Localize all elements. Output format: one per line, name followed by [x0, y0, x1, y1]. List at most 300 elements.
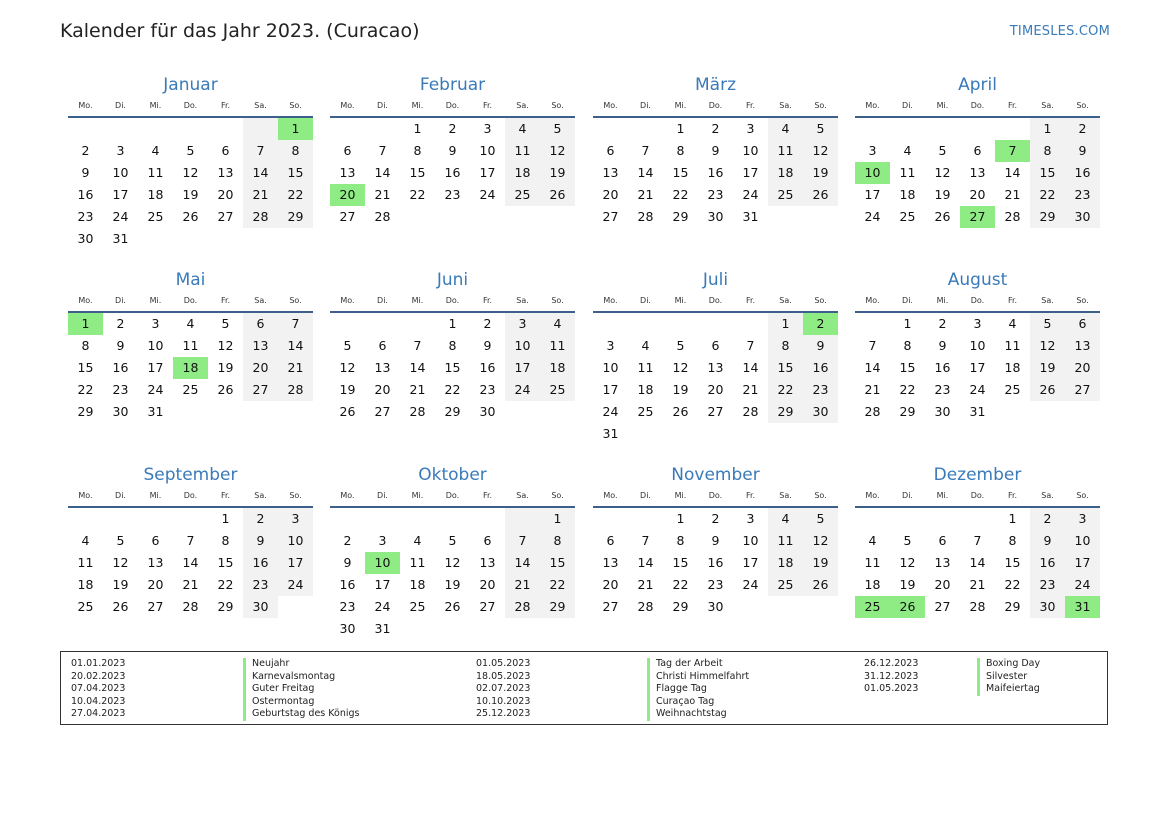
weekday-label: Fr. — [745, 491, 756, 500]
weekday-label: Mo. — [865, 491, 880, 500]
weekday-label: Mo. — [865, 296, 880, 305]
month-name: April — [958, 75, 997, 95]
weekday-label: Fr. — [220, 296, 231, 305]
weekday-label: Di. — [115, 491, 126, 500]
day-cell: 16 — [1030, 552, 1065, 574]
day-cell: 26 — [540, 184, 575, 206]
day-cell: 11 — [864, 555, 881, 570]
day-cell: 23 — [707, 577, 724, 592]
weekday-label: Di. — [640, 296, 651, 305]
day-cell: 18 — [147, 187, 164, 202]
day-cell: 18 — [1004, 360, 1021, 375]
day-cell: 10 — [112, 165, 129, 180]
day-cell: 5 — [903, 533, 912, 548]
weekday-label: So. — [551, 296, 564, 305]
day-cell: 6 — [343, 143, 352, 158]
weekday-label: Di. — [115, 296, 126, 305]
day-cell: 10 — [479, 143, 496, 158]
day-cell: 16 — [1065, 162, 1100, 184]
day-cell: 16 — [934, 360, 951, 375]
day-cell: 21 — [278, 357, 313, 379]
weekday-label: Di. — [115, 101, 126, 110]
weekday-label: Do. — [970, 296, 985, 305]
weekday-label: So. — [289, 101, 302, 110]
day-cell: 1 — [448, 316, 457, 331]
weekday-label: So. — [1076, 101, 1089, 110]
day-cell: 27 — [479, 599, 496, 614]
day-cell: 23 — [934, 382, 951, 397]
month-name: Februar — [419, 75, 486, 95]
empty-day-cell — [628, 423, 663, 445]
day-cell: 18 — [768, 552, 803, 574]
day-cell: 8 — [1030, 140, 1065, 162]
empty-day-cell — [243, 228, 278, 250]
month-name: September — [143, 465, 238, 485]
month-name: August — [947, 270, 1008, 290]
day-cell: 26 — [803, 574, 838, 596]
day-cell: 26 — [934, 209, 951, 224]
day-cell: 2 — [938, 316, 947, 331]
day-grid — [593, 508, 838, 618]
empty-day-cell — [365, 313, 400, 335]
day-cell: 11 — [409, 555, 426, 570]
weekday-label: Do. — [970, 491, 985, 500]
empty-day-cell — [663, 313, 698, 335]
day-cell: 12 — [899, 555, 916, 570]
day-cell: 15 — [899, 360, 916, 375]
month-name: Juni — [436, 270, 469, 290]
weekday-label: So. — [1076, 491, 1089, 500]
month-name: Mai — [175, 270, 206, 290]
day-cell: 17 — [742, 555, 759, 570]
day-cell: 10 — [278, 530, 313, 552]
holiday-date-column — [71, 658, 125, 721]
weekday-label: Fr. — [1007, 101, 1018, 110]
weekday-label: Fr. — [220, 101, 231, 110]
empty-day-cell — [173, 118, 208, 140]
weekday-header — [330, 99, 575, 118]
weekday-label: Mi. — [149, 491, 162, 500]
day-cell: 15 — [540, 552, 575, 574]
holiday-day-cell: 7 — [995, 140, 1030, 162]
empty-day-cell — [628, 313, 663, 335]
empty-day-cell — [593, 508, 628, 530]
month-juni — [330, 269, 575, 423]
day-cell: 3 — [278, 508, 313, 530]
empty-day-cell — [278, 596, 313, 618]
empty-day-cell — [890, 118, 925, 140]
day-cell: 14 — [1004, 165, 1021, 180]
weekday-label: Sa. — [254, 491, 267, 500]
day-cell: 3 — [151, 316, 160, 331]
day-cell: 21 — [409, 382, 426, 397]
day-cell: 14 — [864, 360, 881, 375]
weekday-header — [855, 294, 1100, 313]
empty-day-cell — [855, 118, 890, 140]
weekday-header — [855, 489, 1100, 508]
day-cell: 6 — [711, 338, 720, 353]
day-cell: 1 — [1008, 511, 1017, 526]
day-cell: 28 — [374, 209, 391, 224]
empty-day-cell — [995, 118, 1030, 140]
weekday-header — [330, 294, 575, 313]
day-cell: 27 — [339, 209, 356, 224]
day-cell: 3 — [746, 121, 755, 136]
day-cell: 31 — [374, 621, 391, 636]
empty-day-cell — [925, 118, 960, 140]
day-cell: 21 — [637, 577, 654, 592]
day-cell: 20 — [374, 382, 391, 397]
day-cell: 16 — [77, 187, 94, 202]
empty-day-cell — [698, 313, 733, 335]
weekday-label: Mi. — [936, 296, 949, 305]
day-cell: 1 — [676, 121, 685, 136]
day-cell: 27 — [934, 599, 951, 614]
day-cell: 19 — [444, 577, 461, 592]
day-cell: 15 — [768, 357, 803, 379]
day-cell: 29 — [672, 209, 689, 224]
day-cell: 30 — [707, 209, 724, 224]
holiday-day-cell: 26 — [890, 596, 925, 618]
day-cell: 16 — [112, 360, 129, 375]
day-cell: 5 — [803, 508, 838, 530]
day-cell: 19 — [899, 577, 916, 592]
day-cell: 28 — [1004, 209, 1021, 224]
day-cell: 14 — [637, 555, 654, 570]
day-cell: 25 — [637, 404, 654, 419]
day-cell: 30 — [934, 404, 951, 419]
empty-day-cell — [925, 508, 960, 530]
day-cell: 2 — [711, 121, 720, 136]
empty-day-cell — [365, 118, 400, 140]
month-oktober — [330, 464, 575, 640]
holiday-name: Flagge Tag — [647, 683, 749, 696]
day-cell: 22 — [672, 577, 689, 592]
day-cell: 5 — [448, 533, 457, 548]
day-cell: 14 — [374, 165, 391, 180]
day-grid — [330, 118, 575, 228]
holiday-name-column — [977, 658, 1040, 696]
day-cell: 8 — [413, 143, 422, 158]
day-cell: 21 — [243, 184, 278, 206]
day-cell: 19 — [540, 162, 575, 184]
day-cell: 2 — [483, 316, 492, 331]
empty-day-cell — [330, 508, 365, 530]
weekday-header — [593, 99, 838, 118]
day-cell: 29 — [444, 404, 461, 419]
day-cell: 2 — [711, 511, 720, 526]
day-cell: 26 — [1030, 379, 1065, 401]
weekday-label: Di. — [902, 296, 913, 305]
day-cell: 2 — [81, 143, 90, 158]
empty-day-cell — [243, 118, 278, 140]
day-cell: 1 — [768, 313, 803, 335]
day-cell: 8 — [540, 530, 575, 552]
weekday-label: So. — [814, 491, 827, 500]
holiday-name: Maifeiertag — [977, 683, 1040, 696]
day-cell: 14 — [969, 555, 986, 570]
month-november — [593, 464, 838, 618]
day-cell: 22 — [1030, 184, 1065, 206]
day-cell: 3 — [973, 316, 982, 331]
day-cell: 26 — [217, 382, 234, 397]
holiday-name: Boxing Day — [977, 658, 1040, 671]
day-cell: 5 — [1030, 313, 1065, 335]
weekday-label: Di. — [902, 101, 913, 110]
empty-day-cell — [470, 508, 505, 530]
day-cell: 13 — [602, 165, 619, 180]
weekday-label: Sa. — [1041, 101, 1054, 110]
month-name: Dezember — [933, 465, 1022, 485]
day-cell: 11 — [505, 140, 540, 162]
empty-day-cell — [400, 206, 435, 228]
day-cell: 23 — [479, 382, 496, 397]
day-grid — [855, 508, 1100, 618]
holiday-date: 10.10.2023 — [476, 695, 531, 707]
day-cell: 22 — [899, 382, 916, 397]
day-cell: 5 — [186, 143, 195, 158]
day-cell: 4 — [903, 143, 912, 158]
weekday-label: Sa. — [516, 296, 529, 305]
weekday-label: Mo. — [865, 101, 880, 110]
day-cell: 12 — [182, 165, 199, 180]
weekday-label: Do. — [708, 491, 723, 500]
empty-day-cell — [400, 313, 435, 335]
day-cell: 18 — [505, 162, 540, 184]
day-cell: 20 — [969, 187, 986, 202]
day-cell: 17 — [479, 165, 496, 180]
day-cell: 23 — [444, 187, 461, 202]
holiday-day-cell: 10 — [855, 162, 890, 184]
day-cell: 28 — [969, 599, 986, 614]
day-cell: 11 — [147, 165, 164, 180]
day-cell: 7 — [378, 143, 387, 158]
empty-day-cell — [278, 401, 313, 423]
day-cell: 29 — [77, 404, 94, 419]
day-cell: 16 — [243, 552, 278, 574]
day-cell: 18 — [864, 577, 881, 592]
day-cell: 24 — [505, 379, 540, 401]
month-dezember — [855, 464, 1100, 618]
empty-day-cell — [505, 508, 540, 530]
day-cell: 24 — [374, 599, 391, 614]
empty-day-cell — [173, 508, 208, 530]
empty-day-cell — [68, 118, 103, 140]
day-cell: 6 — [606, 533, 615, 548]
empty-day-cell — [890, 508, 925, 530]
day-cell: 31 — [112, 231, 129, 246]
month-name: Juli — [702, 270, 729, 290]
weekday-header — [593, 294, 838, 313]
weekday-label: Fr. — [482, 491, 493, 500]
holiday-date: 31.12.2023 — [864, 670, 919, 682]
day-cell: 26 — [182, 209, 199, 224]
day-cell: 10 — [969, 338, 986, 353]
empty-day-cell — [540, 206, 575, 228]
empty-day-cell — [628, 508, 663, 530]
empty-day-cell — [960, 118, 995, 140]
day-cell: 15 — [217, 555, 234, 570]
day-cell: 19 — [217, 360, 234, 375]
month-märz — [593, 74, 838, 228]
weekday-label: So. — [551, 491, 564, 500]
day-cell: 13 — [243, 335, 278, 357]
day-cell: 17 — [112, 187, 129, 202]
weekday-label: Mi. — [674, 101, 687, 110]
weekday-label: So. — [289, 491, 302, 500]
holiday-date-column — [864, 658, 918, 696]
day-cell: 14 — [243, 162, 278, 184]
empty-day-cell — [803, 206, 838, 228]
weekday-label: Sa. — [1041, 491, 1054, 500]
day-cell: 7 — [278, 313, 313, 335]
day-cell: 17 — [602, 382, 619, 397]
empty-day-cell — [803, 596, 838, 618]
weekday-label: Do. — [183, 296, 198, 305]
empty-day-cell — [173, 228, 208, 250]
weekday-label: So. — [1076, 296, 1089, 305]
holiday-name: Curaçao Tag — [647, 696, 749, 709]
day-cell: 2 — [243, 508, 278, 530]
day-cell: 16 — [479, 360, 496, 375]
day-cell: 25 — [505, 184, 540, 206]
day-cell: 13 — [602, 555, 619, 570]
holiday-date-column — [476, 658, 530, 721]
weekday-label: Di. — [377, 491, 388, 500]
empty-day-cell — [103, 508, 138, 530]
weekday-header — [68, 99, 313, 118]
day-cell: 9 — [1065, 140, 1100, 162]
empty-day-cell — [768, 423, 803, 445]
day-cell: 12 — [444, 555, 461, 570]
empty-day-cell — [138, 118, 173, 140]
holiday-day-cell: 27 — [960, 206, 995, 228]
day-cell: 3 — [483, 121, 492, 136]
day-cell: 10 — [147, 338, 164, 353]
day-cell: 28 — [864, 404, 881, 419]
day-cell: 12 — [803, 140, 838, 162]
day-cell: 20 — [602, 577, 619, 592]
day-cell: 2 — [448, 121, 457, 136]
day-cell: 16 — [707, 165, 724, 180]
day-cell: 24 — [112, 209, 129, 224]
empty-day-cell — [470, 618, 505, 640]
holiday-legend — [60, 651, 1108, 725]
holiday-name: Silvester — [977, 671, 1040, 684]
day-cell: 12 — [217, 338, 234, 353]
month-januar — [68, 74, 313, 250]
day-cell: 19 — [1030, 357, 1065, 379]
day-cell: 30 — [243, 596, 278, 618]
day-cell: 19 — [803, 552, 838, 574]
day-cell: 1 — [903, 316, 912, 331]
day-cell: 5 — [343, 338, 352, 353]
weekday-label: Do. — [445, 296, 460, 305]
day-cell: 22 — [217, 577, 234, 592]
day-cell: 5 — [540, 118, 575, 140]
day-cell: 15 — [1004, 555, 1021, 570]
day-cell: 4 — [186, 316, 195, 331]
weekday-label: Mo. — [340, 491, 355, 500]
holiday-day-cell: 2 — [803, 313, 838, 335]
empty-day-cell — [628, 118, 663, 140]
empty-day-cell — [208, 118, 243, 140]
day-cell: 2 — [116, 316, 125, 331]
empty-day-cell — [1030, 401, 1065, 423]
day-cell: 13 — [147, 555, 164, 570]
day-cell: 20 — [217, 187, 234, 202]
day-cell: 14 — [742, 360, 759, 375]
empty-day-cell — [330, 313, 365, 335]
day-cell: 15 — [77, 360, 94, 375]
day-cell: 17 — [374, 577, 391, 592]
day-cell: 3 — [505, 313, 540, 335]
empty-day-cell — [593, 118, 628, 140]
day-grid — [330, 313, 575, 423]
empty-day-cell — [68, 508, 103, 530]
day-cell: 6 — [1065, 313, 1100, 335]
day-cell: 21 — [742, 382, 759, 397]
day-cell: 12 — [803, 530, 838, 552]
day-cell: 13 — [374, 360, 391, 375]
day-cell: 4 — [151, 143, 160, 158]
day-cell: 9 — [116, 338, 125, 353]
day-cell: 20 — [243, 357, 278, 379]
holiday-date: 18.05.2023 — [476, 670, 531, 682]
empty-day-cell — [540, 401, 575, 423]
day-cell: 25 — [77, 599, 94, 614]
day-cell: 8 — [676, 533, 685, 548]
day-cell: 10 — [505, 335, 540, 357]
day-cell: 30 — [707, 599, 724, 614]
day-cell: 13 — [217, 165, 234, 180]
weekday-label: Fr. — [482, 101, 493, 110]
weekday-label: Fr. — [220, 491, 231, 500]
day-cell: 13 — [1065, 335, 1100, 357]
day-cell: 5 — [116, 533, 125, 548]
day-cell: 17 — [742, 165, 759, 180]
day-cell: 22 — [1004, 577, 1021, 592]
day-cell: 12 — [540, 140, 575, 162]
weekday-label: Sa. — [254, 101, 267, 110]
day-cell: 15 — [444, 360, 461, 375]
day-cell: 7 — [505, 530, 540, 552]
empty-day-cell — [505, 206, 540, 228]
weekday-label: Mi. — [674, 491, 687, 500]
weekday-label: Mi. — [936, 491, 949, 500]
day-cell: 16 — [444, 165, 461, 180]
day-cell: 6 — [938, 533, 947, 548]
holiday-day-cell: 18 — [173, 357, 208, 379]
day-cell: 28 — [243, 206, 278, 228]
day-cell: 14 — [505, 552, 540, 574]
empty-day-cell — [768, 596, 803, 618]
brand-link[interactable]: TIMESLES.COM — [1009, 24, 1110, 39]
empty-day-cell — [1065, 401, 1100, 423]
month-juli — [593, 269, 838, 445]
day-cell: 29 — [1030, 206, 1065, 228]
day-cell: 23 — [243, 574, 278, 596]
weekday-label: So. — [814, 296, 827, 305]
day-cell: 21 — [637, 187, 654, 202]
day-cell: 9 — [343, 555, 352, 570]
holiday-name: Ostermontag — [243, 696, 360, 709]
day-cell: 9 — [81, 165, 90, 180]
day-cell: 15 — [1030, 162, 1065, 184]
day-cell: 29 — [1004, 599, 1021, 614]
day-cell: 2 — [1065, 118, 1100, 140]
weekday-label: Di. — [902, 491, 913, 500]
